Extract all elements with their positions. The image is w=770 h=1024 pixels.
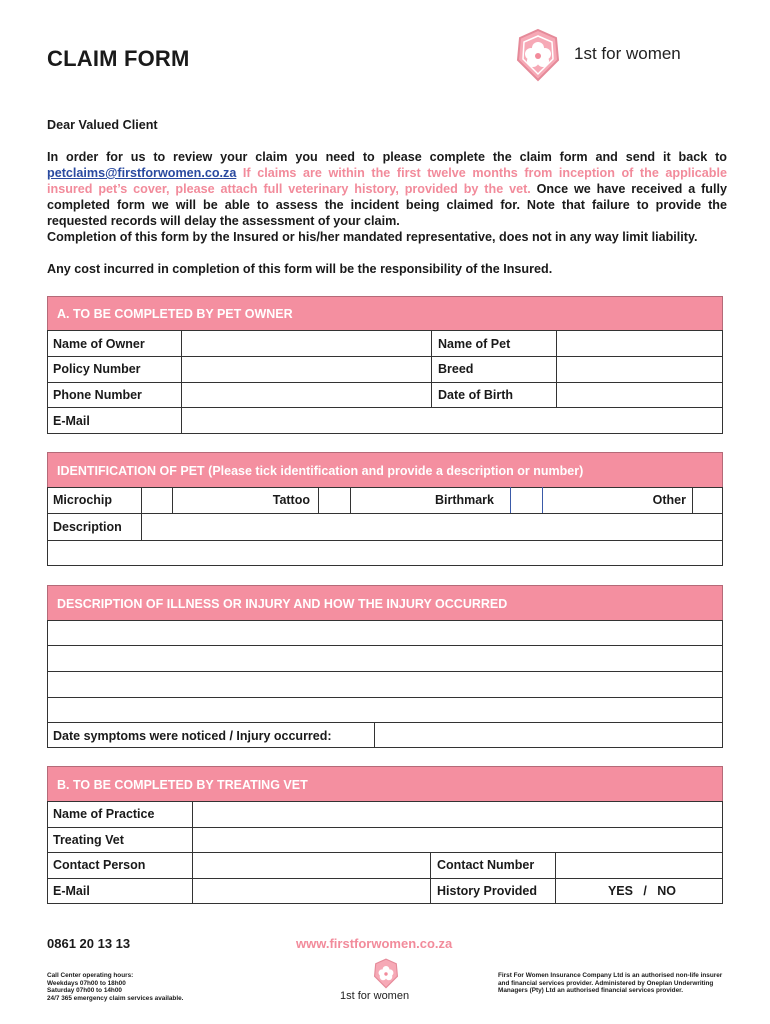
intro-text-a: In order for us to review your claim you need to please complete the claim form and send it back to xyxy=(47,150,727,164)
logo-text: 1st for women xyxy=(574,44,681,63)
illness-line-4[interactable] xyxy=(48,698,722,722)
birthmark-checkbox[interactable] xyxy=(511,488,542,513)
phone-number-field[interactable] xyxy=(182,383,431,407)
name-of-owner-field[interactable] xyxy=(182,331,431,356)
intro-paragraph xyxy=(47,149,727,229)
label-history-provided: History Provided xyxy=(437,884,538,898)
treating-vet-field[interactable] xyxy=(193,828,722,852)
label-name-of-owner: Name of Owner xyxy=(53,336,145,351)
label-birthmark: Birthmark xyxy=(434,493,494,507)
label-date-of-birth: Date of Birth xyxy=(438,387,513,402)
call-center-hours xyxy=(47,972,227,1002)
label-name-of-pet: Name of Pet xyxy=(438,336,511,351)
footer-logo xyxy=(336,958,436,1006)
date-symptoms-field[interactable] xyxy=(375,723,722,748)
label-phone-number: Phone Number xyxy=(53,387,142,402)
vet-email-field[interactable] xyxy=(193,879,430,903)
footer-flower-badge-icon xyxy=(370,958,402,990)
label-tattoo: Tattoo xyxy=(272,493,310,507)
illness-line-1[interactable] xyxy=(48,621,722,645)
claims-email-link[interactable]: petclaims@firstforwomen.co.za xyxy=(47,166,237,180)
section-b-heading: B. TO BE COMPLETED BY TREATING VET xyxy=(47,766,723,802)
name-of-pet-field[interactable] xyxy=(557,331,722,356)
label-date-symptoms: Date symptoms were noticed / Injury occurred: xyxy=(53,729,332,743)
description-field[interactable] xyxy=(142,514,722,540)
label-email: E-Mail xyxy=(53,413,90,428)
footer-website-link[interactable]: www.firstforwomen.co.za xyxy=(296,936,453,951)
label-treating-vet: Treating Vet xyxy=(53,832,124,847)
brand-logo xyxy=(512,28,728,84)
hours-line-1: Call Center operating hours: xyxy=(47,972,134,979)
label-breed: Breed xyxy=(438,362,474,376)
description-field-line-2[interactable] xyxy=(48,541,722,565)
label-contact-person: Contact Person xyxy=(53,858,146,872)
hours-line-2: Weekdays 07h00 to 18h00 xyxy=(47,979,126,987)
microchip-checkbox[interactable] xyxy=(142,488,172,513)
history-yes-no-option[interactable]: YES / NO xyxy=(607,884,677,898)
intro-cost: Any cost incurred in completion of this form will be the responsibility of the Insured. xyxy=(47,262,553,276)
label-vet-email: E-Mail xyxy=(53,884,90,898)
label-microchip: Microchip xyxy=(53,493,113,507)
label-contact-number: Contact Number xyxy=(437,858,535,872)
illness-line-3[interactable] xyxy=(48,672,722,697)
illness-line-2[interactable] xyxy=(48,646,722,671)
footer-phone: 0861 20 13 13 xyxy=(47,936,131,951)
date-of-birth-field[interactable] xyxy=(557,383,722,407)
name-of-practice-field[interactable] xyxy=(193,802,722,827)
intro-liability: Completion of this form by the Insured or his/her mandated representative, does not in any way limit liability. xyxy=(47,230,698,244)
section-a-heading: A. TO BE COMPLETED BY PET OWNER xyxy=(47,296,723,331)
greeting: Dear Valued Client xyxy=(47,118,158,132)
label-name-of-practice: Name of Practice xyxy=(53,807,155,821)
contact-number-field[interactable] xyxy=(556,853,722,878)
intro-text-b: Once we have received a fully completed form we will be able to assess the incident being claimed for. Note that failure to provide the requested records will delay the assessment of your claim. xyxy=(47,182,727,228)
label-other: Other xyxy=(652,493,686,507)
page-title: CLAIM FORM xyxy=(47,46,190,71)
legal-disclaimer: First For Women Insurance Company Ltd is an authorised non-life insurer and financial services provider. Administered by Oneplan Underwriting Managers (Pty) Ltd an authorised financial services provider. xyxy=(498,972,723,995)
owner-email-field[interactable] xyxy=(182,408,722,433)
hours-line-4: 24/7 365 emergency claim services available. xyxy=(47,994,184,1002)
footer-logo-text: 1st for women xyxy=(340,990,410,1002)
hours-line-3: Saturday 07h00 to 14h00 xyxy=(47,987,122,995)
contact-person-field[interactable] xyxy=(193,853,430,878)
identification-heading: IDENTIFICATION OF PET (Please tick identification and provide a description or number) xyxy=(47,452,723,488)
label-description: Description xyxy=(53,519,122,534)
other-checkbox[interactable] xyxy=(693,488,722,513)
breed-field[interactable] xyxy=(557,357,722,382)
illness-heading: DESCRIPTION OF ILLNESS OR INJURY AND HOW THE INJURY OCCURRED xyxy=(47,585,723,621)
label-policy-number: Policy Number xyxy=(53,362,141,376)
tattoo-checkbox[interactable] xyxy=(319,488,350,513)
flower-badge-icon xyxy=(512,28,564,84)
intro-pink-notice: If claims are within the first twelve months from inception of the applicable insured pet’s cover, please attach full veterinary history, provided by the vet. xyxy=(47,166,727,196)
policy-number-field[interactable] xyxy=(182,357,431,382)
